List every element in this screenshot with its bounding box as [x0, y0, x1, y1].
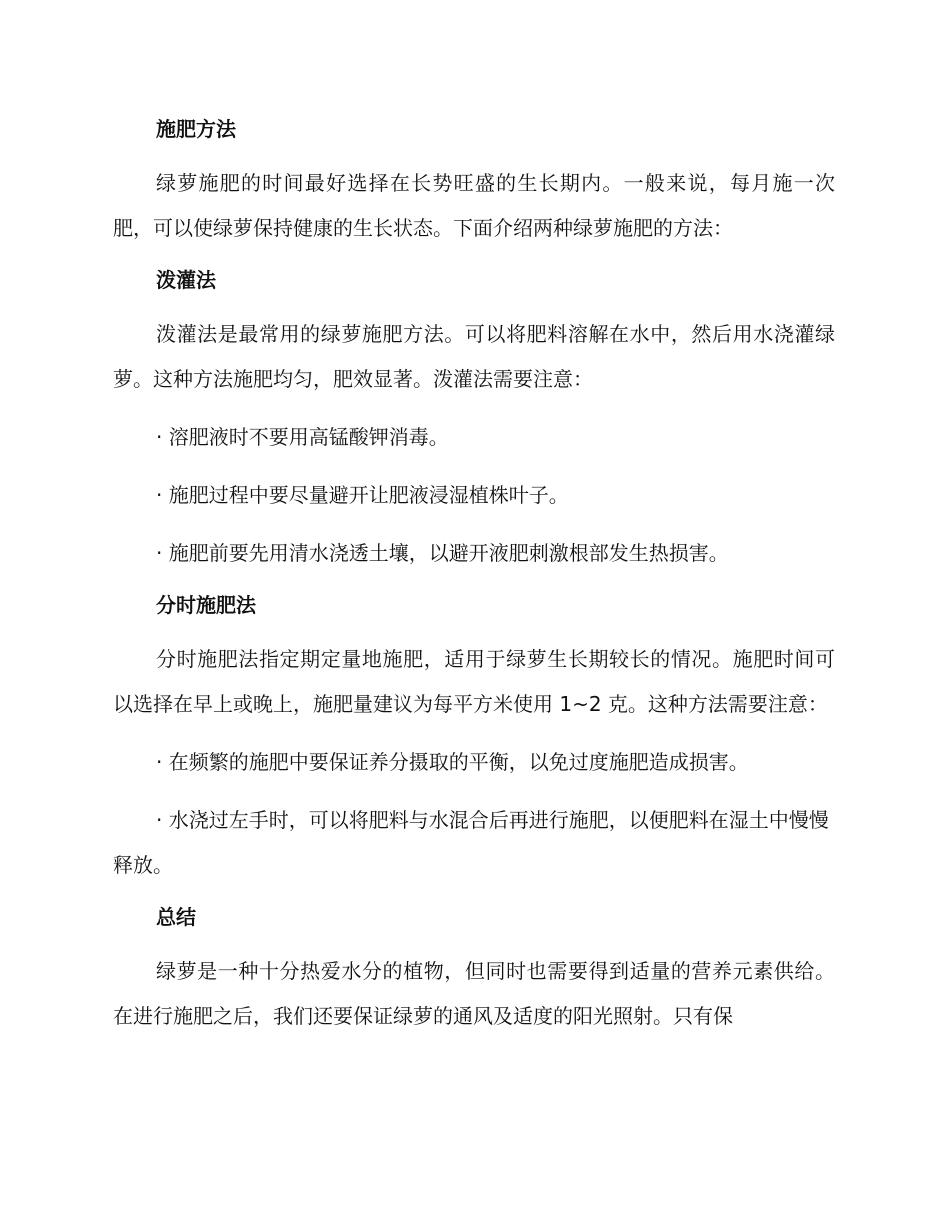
- section-paragraph-summary: 绿萝是一种十分热爱水分的植物，但同时也需要得到适量的营养元素供给。在进行施肥之后，我们还要保证绿萝的通风及适度的阳光照射。只有保: [113, 959, 835, 1028]
- document-body: [113, 110, 835, 1039]
- section-paragraph-pour-irrigation: 泼灌法是最常用的绿萝施肥方法。可以将肥料溶解在水中，然后用水浇灌绿萝。这种方法施肥均匀，肥效显著。泼灌法需要注意：: [113, 322, 835, 391]
- section-paragraph-timed-fertilizing: 分时施肥法指定期定量地施肥，适用于绿萝生长期较长的情况。施肥时间可以选择在早上或晚上，施肥量建议为每平方米使用 1~2 克。这种方法需要注意：: [113, 647, 835, 716]
- section-heading-summary: 总结: [156, 905, 196, 929]
- section-heading-timed-fertilizing: 分时施肥法: [156, 593, 256, 617]
- bullet-item: · 溶肥液时不要用高锰酸钾消毒。: [156, 425, 449, 449]
- bullet-item: · 施肥前要先用清水浇透土壤，以避开液肥刺激根部发生热损害。: [156, 541, 729, 565]
- bullet-item: · 施肥过程中要尽量避开让肥液浸湿植株叶子。: [156, 483, 569, 507]
- bullet-item: · 在频繁的施肥中要保证养分摄取的平衡，以免过度施肥造成损害。: [156, 750, 749, 774]
- section-paragraph-intro: 绿萝施肥的时间最好选择在长势旺盛的生长期内。一般来说，每月施一次肥，可以使绿萝保持健康的生长状态。下面介绍两种绿萝施肥的方法：: [113, 171, 835, 240]
- section-heading-fertilizing-methods: 施肥方法: [156, 117, 236, 141]
- section-heading-pour-irrigation: 泼灌法: [156, 268, 216, 292]
- bullet-item: · 水浇过左手时，可以将肥料与水混合后再进行施肥，以便肥料在湿土中慢慢释放。: [113, 808, 829, 877]
